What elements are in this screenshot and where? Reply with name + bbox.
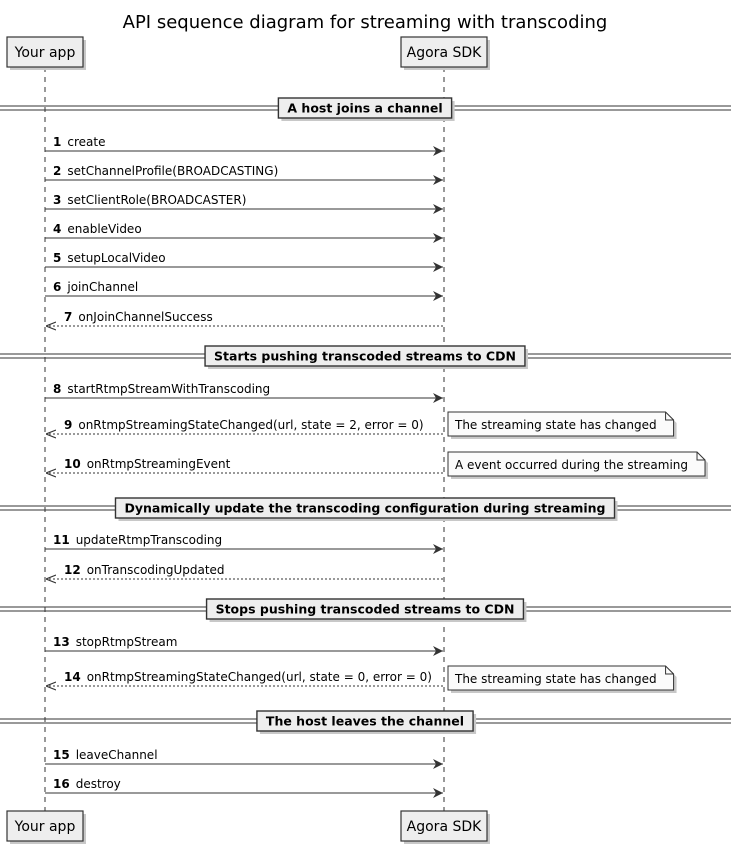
- message-label: onRtmpStreamingEvent: [86, 457, 231, 471]
- message-number: 14: [64, 670, 81, 684]
- message-number: 5: [53, 251, 62, 265]
- message-number: 6: [53, 280, 62, 294]
- message-text: [53, 533, 222, 547]
- message-3: [45, 193, 443, 209]
- message-text: [53, 135, 105, 149]
- message-text: [53, 382, 270, 396]
- message-text: [53, 635, 177, 649]
- message-text: [64, 310, 213, 324]
- message-label: setupLocalVideo: [67, 251, 166, 265]
- participant-app-top: [7, 37, 86, 70]
- message-label: leaveChannel: [75, 748, 158, 762]
- notes: [448, 412, 708, 693]
- section-divider: [0, 98, 731, 121]
- participant-sdk-bottom: [401, 811, 490, 844]
- divider-label: A host joins a channel: [287, 100, 443, 116]
- message-text: [53, 748, 158, 762]
- message-label: onTranscodingUpdated: [86, 563, 225, 577]
- message-label: joinChannel: [67, 280, 139, 294]
- message-number: 4: [53, 222, 62, 236]
- divider-label: Dynamically update the transcoding configuration during streaming: [124, 500, 606, 516]
- message-number: 13: [53, 635, 70, 649]
- message-text: [53, 164, 278, 178]
- message-number: 7: [64, 310, 73, 324]
- message-label: setChannelProfile(BROADCASTING): [67, 164, 279, 178]
- message-number: 16: [53, 777, 70, 791]
- note-text: A event occurred during the streaming: [455, 458, 689, 472]
- message-label: create: [67, 135, 106, 149]
- diagram-title: API sequence diagram for streaming with transcoding: [122, 12, 608, 33]
- note-text: The streaming state has changed: [455, 672, 657, 686]
- message-number: 9: [64, 418, 73, 432]
- message-text: [53, 193, 246, 207]
- message-11: [45, 533, 443, 549]
- section-divider: [0, 711, 731, 734]
- message-label: enableVideo: [67, 222, 142, 236]
- participant-label: Your app: [14, 45, 76, 61]
- divider-label: Starts pushing transcoded streams to CDN: [214, 348, 516, 364]
- message-14: [46, 670, 443, 686]
- section-divider: [0, 498, 731, 521]
- message-text: [64, 563, 225, 577]
- message-4: [45, 222, 443, 238]
- message-15: [45, 748, 443, 764]
- message-label: onRtmpStreamingStateChanged(url, state = 2, error = 0): [78, 418, 424, 432]
- message-number: 12: [64, 563, 81, 577]
- divider-label: The host leaves the channel: [265, 713, 465, 729]
- messages: [45, 135, 443, 793]
- message-1: [45, 135, 443, 151]
- message-text: [53, 280, 138, 294]
- section-divider: [0, 346, 731, 369]
- message-8: [45, 382, 443, 398]
- message-text: [53, 777, 121, 791]
- participant-app-bottom: [7, 811, 86, 844]
- message-16: [45, 777, 443, 793]
- participant-label: Agora SDK: [406, 819, 482, 835]
- message-text: [53, 251, 166, 265]
- note: [448, 452, 708, 479]
- message-label: startRtmpStreamWithTranscoding: [67, 382, 271, 396]
- message-10: [46, 457, 443, 473]
- message-text: [64, 457, 231, 471]
- note: [448, 666, 677, 693]
- message-number: 10: [64, 457, 81, 471]
- message-number: 8: [53, 382, 62, 396]
- note-text: The streaming state has changed: [455, 418, 657, 432]
- message-text: [53, 222, 142, 236]
- participant-label: Agora SDK: [406, 45, 482, 61]
- message-number: 3: [53, 193, 62, 207]
- message-text: [64, 418, 424, 432]
- message-label: onRtmpStreamingStateChanged(url, state = 0, error = 0): [86, 670, 432, 684]
- message-label: updateRtmpTranscoding: [75, 533, 223, 547]
- message-label: onJoinChannelSuccess: [78, 310, 213, 324]
- participant-label: Your app: [14, 819, 76, 835]
- message-9: [46, 418, 443, 434]
- message-2: [45, 164, 443, 180]
- message-5: [45, 251, 443, 267]
- message-number: 15: [53, 748, 70, 762]
- lifelines: [45, 67, 444, 811]
- message-13: [45, 635, 443, 651]
- message-7: [46, 310, 443, 326]
- message-number: 1: [53, 135, 62, 149]
- section-divider: [0, 599, 731, 622]
- divider-label: Stops pushing transcoded streams to CDN: [215, 601, 515, 617]
- message-label: setClientRole(BROADCASTER): [67, 193, 247, 207]
- message-label: destroy: [75, 777, 121, 791]
- message-number: 2: [53, 164, 62, 178]
- message-number: 11: [53, 533, 70, 547]
- message-text: [64, 670, 432, 684]
- message-6: [45, 280, 443, 296]
- note: [448, 412, 677, 439]
- participant-sdk-top: [401, 37, 490, 70]
- message-12: [46, 563, 443, 579]
- message-label: stopRtmpStream: [75, 635, 178, 649]
